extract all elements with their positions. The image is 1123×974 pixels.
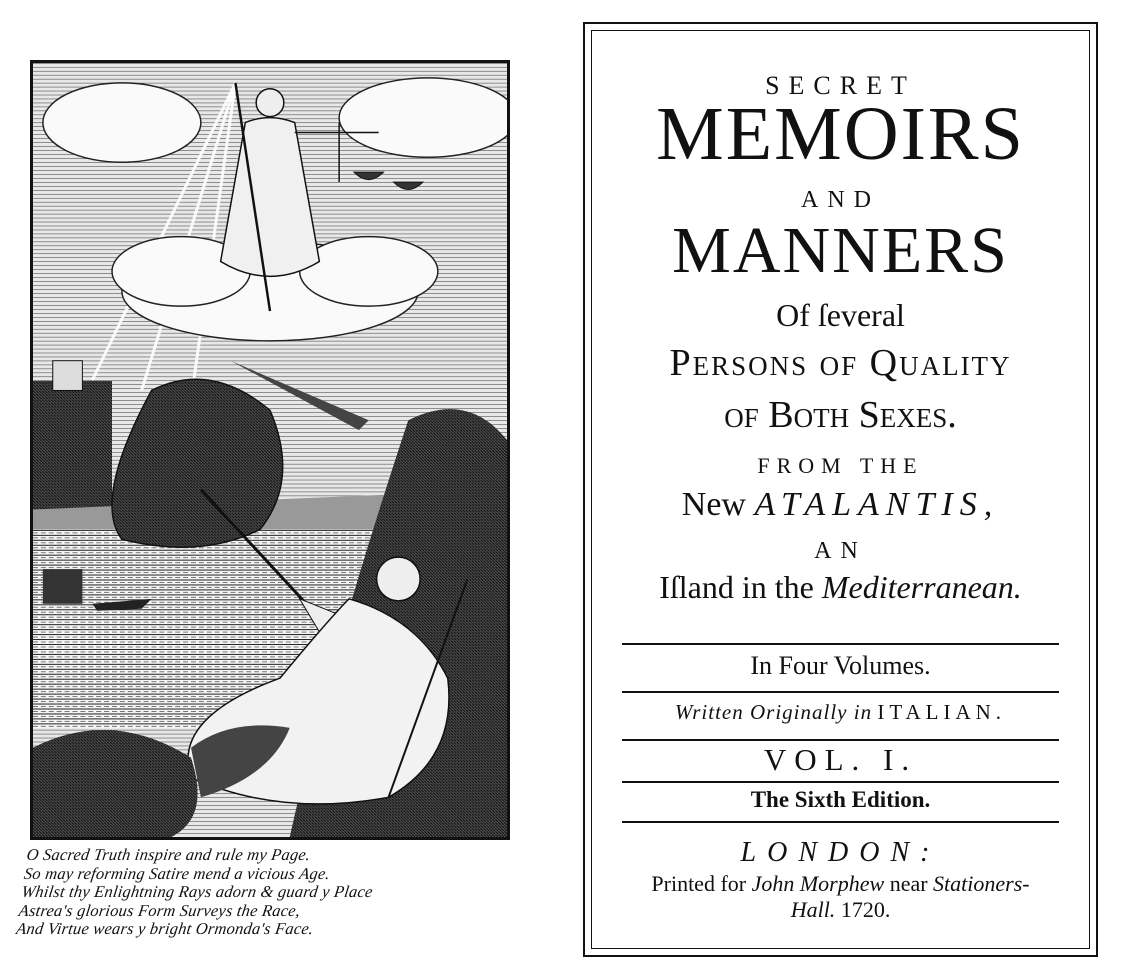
imprint-year: 1720. [840,897,891,922]
imprint-printer: John Morphew [751,871,885,896]
imprint-printed-for: Printed for [651,871,747,896]
engraving-illustration [33,63,507,837]
caption-line: Astrea's glorious Form Surveys the Race, [17,900,302,920]
title-an: AN [814,538,867,564]
title-manners: MANNERS [672,214,1009,287]
caption-line: O Sacred Truth inspire and rule my Page. [25,845,312,864]
title-mediterranean: Mediterranean. [821,569,1022,605]
caption-line: Whilst thy Enlightning Rays adorn & guard y Place [20,882,375,901]
title-memoirs: MEMOIRS [656,92,1025,176]
title-new-atalantis [592,486,1089,524]
title-page-border [591,30,1090,949]
divider-rule [622,781,1059,783]
title-italian: ITALIAN. [877,700,1007,724]
title-atalantis: ATALANTIS, [754,486,1000,523]
title-from-the: FROM THE [757,453,924,478]
title-edition: The Sixth Edition. [750,787,931,812]
title-both-sexes: of Both Sexes. [724,394,957,436]
caption-line: So may reforming Satire mend a vicious Age. [22,863,332,883]
frontispiece-caption [15,846,528,939]
title-volumes: In Four Volumes. [750,651,931,680]
divider-rule [622,739,1059,741]
divider-rule [622,691,1059,693]
title-vol: VOL. I. [763,742,918,777]
title-persons-of-quality: Persons of Quality [669,342,1012,384]
caption-line: And Virtue wears y bright Ormonda's Face. [15,919,315,938]
title-new: New [681,486,746,523]
imprint-stationers: Stationers- [933,871,1030,896]
imprint-hall-line [592,897,1089,923]
imprint-printed-line [592,871,1089,897]
divider-rule [622,643,1059,645]
divider-rule [622,821,1059,823]
title-page [583,22,1098,957]
title-and: AND [801,187,880,213]
title-secret: SECRET [765,71,916,100]
title-written: Written Originally in [674,700,873,724]
title-island: Iſland in the [659,569,814,605]
frontispiece-engraving [30,60,510,840]
title-island-line [592,569,1089,606]
imprint-near: near [889,871,928,896]
title-written-line [592,700,1089,725]
imprint-london: LONDON: [740,837,941,868]
title-of-several: Of ſeveral [776,297,905,333]
imprint-hall: Hall. [790,897,836,922]
